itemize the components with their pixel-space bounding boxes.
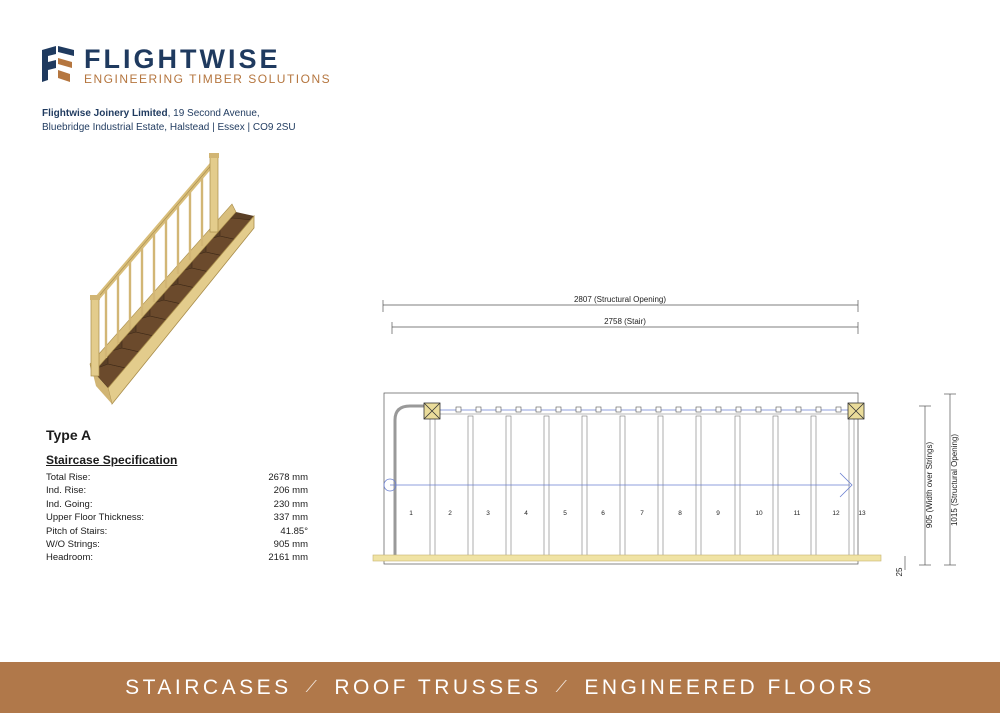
spec-row bbox=[46, 471, 308, 484]
tread-number: 1 bbox=[409, 510, 413, 517]
spec-label: Total Rise: bbox=[46, 472, 91, 483]
footer-separator: ⟋ bbox=[555, 678, 571, 696]
spec-label: Ind. Going: bbox=[46, 498, 93, 510]
brand-name: FLIGHTWISE bbox=[84, 44, 281, 74]
address-line-2: Bluebridge Industrial Estate, Halstead | Essex | CO9 2SU bbox=[42, 122, 296, 133]
spec-label: W/O Strings: bbox=[46, 539, 100, 551]
company-logo bbox=[42, 44, 332, 89]
tread-number: 5 bbox=[563, 510, 567, 517]
spec-value: 905 mm bbox=[273, 539, 308, 551]
footer-banner bbox=[0, 662, 1000, 713]
stair-steps bbox=[92, 218, 252, 388]
spec-row bbox=[46, 551, 308, 564]
tread-number: 8 bbox=[678, 510, 682, 517]
spec-row bbox=[46, 511, 308, 524]
footer-services bbox=[0, 662, 1000, 713]
tread-number: 9 bbox=[716, 510, 720, 517]
spec-value: 206 mm bbox=[273, 485, 308, 497]
dim-structural-opening: 2807 (Structural Opening) bbox=[573, 295, 667, 304]
spec-heading: Staircase Specification bbox=[46, 453, 178, 467]
tread-number: 13 bbox=[858, 510, 866, 517]
tread-number: 11 bbox=[793, 510, 801, 517]
footer-separator: ⟋ bbox=[305, 678, 321, 696]
tread-number: 10 bbox=[755, 510, 763, 517]
tread-number: 4 bbox=[524, 510, 528, 517]
staircase-type-label: Type A bbox=[46, 427, 92, 443]
footer-item-staircases: STAIRCASES bbox=[125, 675, 292, 699]
brand-tagline: ENGINEERING TIMBER SOLUTIONS bbox=[84, 72, 332, 86]
tread-number: 2 bbox=[448, 510, 452, 517]
spec-value: 2161 mm bbox=[268, 552, 308, 564]
tread-number: 3 bbox=[486, 510, 490, 517]
dim-width-over-strings: 905 (Width over Strings) bbox=[925, 441, 934, 529]
tread-number: 7 bbox=[640, 510, 644, 517]
spec-row bbox=[46, 484, 308, 497]
company-name: Flightwise Joinery Limited bbox=[42, 108, 168, 119]
tread-number: 12 bbox=[832, 510, 840, 517]
spec-value: 230 mm bbox=[273, 498, 308, 510]
staircase-3d-illustration bbox=[86, 152, 261, 414]
flightwise-logo-icon bbox=[42, 46, 76, 84]
spec-label: Headroom: bbox=[46, 552, 93, 564]
spec-label: Pitch of Stairs: bbox=[46, 525, 108, 537]
spec-label: Upper Floor Thickness: bbox=[46, 512, 145, 524]
spec-value: 41.85° bbox=[280, 525, 308, 537]
dim-width-opening: 1015 (Structural Opening) bbox=[950, 433, 959, 527]
address-line-1: , 19 Second Avenue, bbox=[167, 108, 260, 119]
dim-stair-length: 2758 (Stair) bbox=[604, 317, 646, 326]
company-address bbox=[42, 107, 342, 135]
tread-number: 6 bbox=[601, 510, 605, 517]
spec-value: 337 mm bbox=[273, 512, 308, 524]
spec-row bbox=[46, 498, 308, 511]
spec-row bbox=[46, 538, 308, 551]
dim-small: 25 bbox=[895, 567, 904, 577]
footer-item-engineered-floors: ENGINEERED FLOORS bbox=[584, 675, 875, 699]
footer-item-roof-trusses: ROOF TRUSSES bbox=[334, 675, 542, 699]
spec-value: 2678 mm bbox=[268, 472, 308, 483]
spec-label: Ind. Rise: bbox=[46, 485, 87, 497]
stair-plan-drawing bbox=[360, 285, 960, 585]
spec-row bbox=[46, 525, 308, 538]
spec-table bbox=[46, 471, 308, 565]
